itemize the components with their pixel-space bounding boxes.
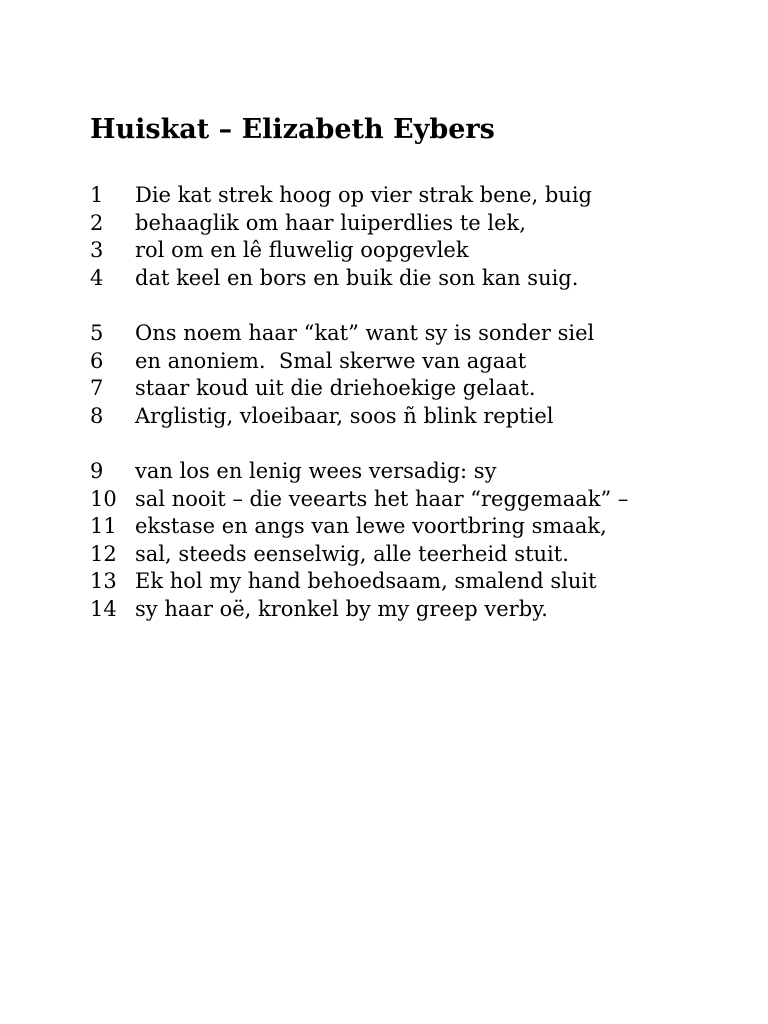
poem-line: [90, 348, 730, 376]
poem-title: Huiskat – Elizabeth Eybers: [90, 114, 495, 145]
poem-line: [90, 265, 730, 293]
poem-line: [90, 513, 730, 541]
line-number: 6: [90, 348, 104, 373]
poem-line: [90, 375, 730, 403]
document-page: [90, 112, 730, 651]
line-text: ekstase en angs van lewe voortbring smaak,: [135, 514, 607, 538]
line-number: 3: [90, 238, 104, 262]
line-number: 13: [90, 569, 117, 593]
line-text: en anoniem. Smal skerwe van agaat: [135, 348, 527, 373]
poem-line: [90, 486, 730, 514]
line-number: 8: [90, 403, 104, 428]
line-text: Ek hol my hand behoedsaam, smalend sluit: [135, 569, 597, 593]
line-number: 1: [90, 183, 104, 207]
line-number: 11: [90, 514, 117, 538]
line-text: behaaglik om haar luiperdlies te lek,: [135, 210, 526, 235]
line-text: Die kat strek hoog op vier strak bene, buig: [135, 183, 592, 207]
line-number: 4: [90, 265, 104, 290]
line-text: sal, steeds eenselwig, alle teerheid stuit.: [135, 541, 569, 566]
line-text: rol om en lê fluwelig oopgevlek: [135, 238, 469, 262]
line-number: 5: [90, 321, 104, 345]
poem-line: [90, 568, 730, 596]
stanza-2: [90, 320, 730, 430]
line-number: 7: [90, 376, 104, 400]
line-text: staar koud uit die driehoekige gelaat.: [135, 376, 536, 400]
line-number: 14: [90, 596, 117, 621]
line-number: 9: [90, 459, 104, 483]
line-text: dat keel en bors en buik die son kan suig.: [135, 265, 579, 290]
poem-line: [90, 182, 730, 210]
line-text: van los en lenig wees versadig: sy: [135, 459, 497, 483]
poem-line: [90, 458, 730, 486]
line-text: sy haar oë, kronkel by my greep verby.: [135, 596, 548, 621]
stanza-3: [90, 458, 730, 623]
poem-line: [90, 210, 730, 238]
poem-line: [90, 596, 730, 624]
line-text: Arglistig, vloeibaar, soos ñ blink reptiel: [135, 403, 554, 428]
poem-line: [90, 237, 730, 265]
line-number: 12: [90, 541, 117, 566]
line-number: 2: [90, 210, 104, 235]
poem-line: [90, 320, 730, 348]
poem-line: [90, 541, 730, 569]
stanza-1: [90, 182, 730, 292]
line-text: sal nooit – die veearts het haar “reggemaak” –: [135, 486, 629, 511]
line-text: Ons noem haar “kat” want sy is sonder siel: [135, 321, 595, 345]
poem-line: [90, 403, 730, 431]
line-number: 10: [90, 486, 117, 511]
